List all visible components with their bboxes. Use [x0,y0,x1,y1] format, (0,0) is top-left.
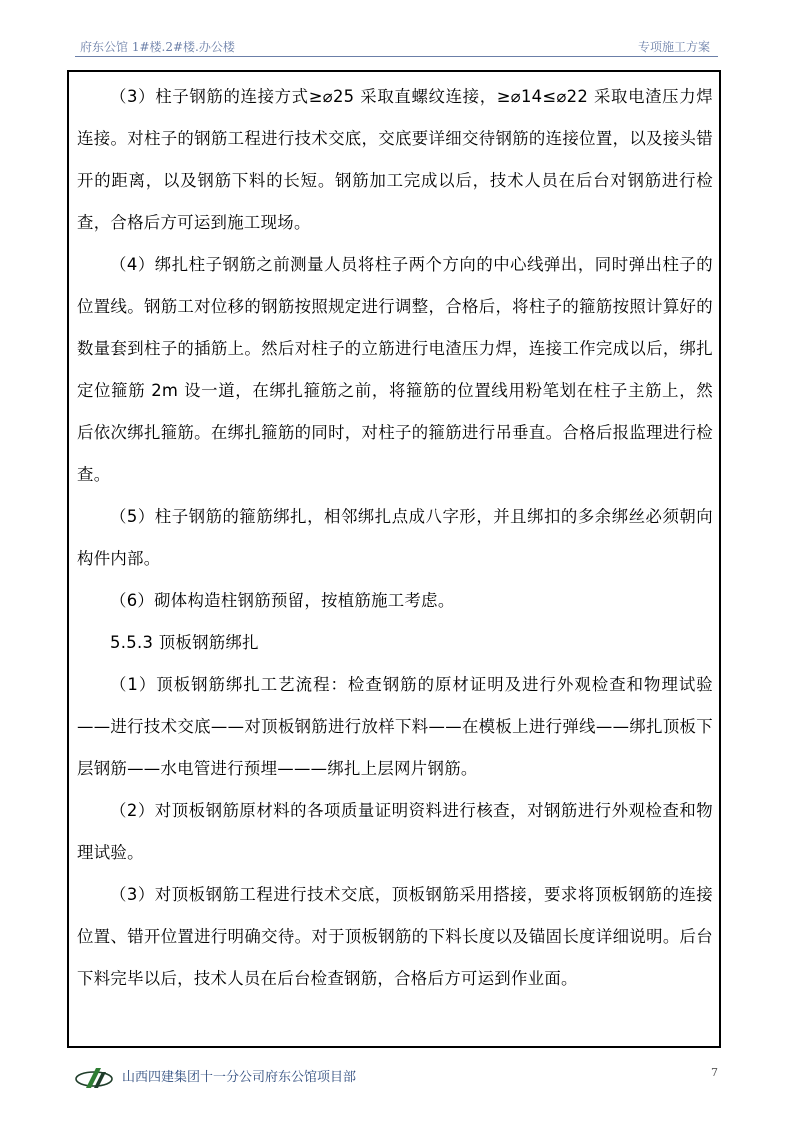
page-header [75,36,718,54]
header-divider [75,56,718,57]
paragraph-slab-process: （1）顶板钢筋绑扎工艺流程：检查钢筋的原材证明及进行外观检查和物理试验——进行技术交底——对顶板钢筋进行放样下料——在模板上进行弹线——绑扎顶板下层钢筋——水电管进行预埋———绑扎上层网片钢筋。 [77,675,713,778]
header-project-name: 府东公馆 1#楼.2#楼.办公楼 [80,40,235,54]
page-footer [70,1062,720,1098]
company-logo-icon [74,1064,114,1092]
footer-organization: 山西四建集团十一分公司府东公馆项目部 [122,1070,357,1085]
paragraph-slab-technical-briefing: （3）对顶板钢筋工程进行技术交底，顶板钢筋采用搭接，要求将顶板钢筋的连接位置、错开位置进行明确交待。对于顶板钢筋的下料长度以及锚固长度详细说明。后台下料完毕以后，技术人员在后台检查钢筋，合格后方可运到作业面。 [77,885,713,988]
paragraph-column-binding-steps: （4）绑扎柱子钢筋之前测量人员将柱子两个方向的中心线弹出，同时弹出柱子的位置线。钢筋工对位移的钢筋按照规定进行调整，合格后，将柱子的箍筋按照计算好的数量套到柱子的插筋上。然后对柱子的立筋进行电渣压力焊，连接工作完成以后，绑扎定位箍筋 2m 设一道，在绑扎箍筋之前，将箍筋的位置线用粉笔划在柱子主筋上，然后依次绑扎箍筋。在绑扎箍筋的同时，对柱子的箍筋进行吊垂直。合格后报监理进行检查。 [77,255,713,484]
section-heading: 5.5.3 顶板钢筋绑扎 [110,633,259,652]
page-number: 7 [711,1066,718,1079]
header-document-type: 专项施工方案 [637,40,710,54]
paragraph-stirrup-binding: （5）柱子钢筋的箍筋绑扎，相邻绑扎点成八字形，并且绑扣的多余绑丝必须朝向构件内部。 [77,507,713,568]
paragraph-slab-material-check: （2）对顶板钢筋原材料的各项质量证明资料进行核查，对钢筋进行外观检查和物理试验。 [77,801,713,862]
document-body [77,76,713,1000]
paragraph-column-connection: （3）柱子钢筋的连接方式≥⌀25 采取直螺纹连接，≥⌀14≤⌀22 采取电渣压力焊连接。对柱子的钢筋工程进行技术交底，交底要详细交待钢筋的连接位置，以及接头错开的距离，以及钢筋下料的长短。钢筋加工完成以后，技术人员在后台对钢筋进行检查，合格后方可运到施工现场。 [77,87,713,232]
content-frame [67,70,721,1048]
paragraph-masonry-column: （6）砌体构造柱钢筋预留，按植筋施工考虑。 [110,591,455,610]
